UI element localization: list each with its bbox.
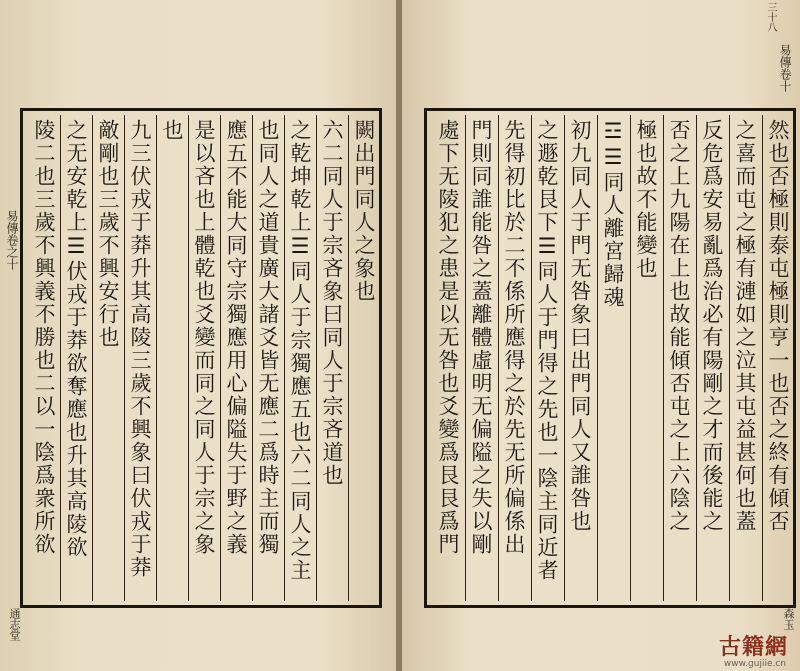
text-column: ☲☰同人離宮歸魂 [597,115,628,601]
text-column: 反危爲安易亂爲治必有陽剛之才而後能之 [696,115,727,601]
text-column: 處下无陵犯之患是以无咎也爻變爲艮艮爲門 [436,119,460,556]
text-column: 先得初比於二不係所應得之於先无所偏係出 [498,115,529,601]
text-column: 應五不能大同守宗獨應用心偏隘失于野之義 [220,115,251,601]
left-footer: 通志堂 [8,608,21,641]
text-column: 九三伏戎于莽升其高陵三歲不興象曰伏戎于莽 [124,115,155,601]
left-page [0,0,398,671]
watermark-logo: 古籍網 [718,634,788,660]
right-page [402,0,800,671]
text-column: 之无安乾上☰伏戎于莽欲奪應也升其高陵欲 [60,115,91,601]
text-column: 然也否極則泰屯極則亨一也否之終有傾否 [762,115,793,601]
text-column: 之喜而屯之極有漣如之泣其屯益甚何也蓋 [729,115,760,601]
text-column: 是以吝也上體乾也爻變而同之同人于宗之象 [188,115,219,601]
text-column: 也同人之道貴廣大諸爻皆无應二爲時主而獨 [252,115,283,601]
text-column: 六二同人于宗吝象曰同人于宗吝道也 [316,115,347,601]
text-column: 極也故不能變也 [630,115,661,601]
left-text-frame [20,108,382,608]
folio-bottom: 森玉 [782,608,795,630]
right-text-frame [424,108,796,608]
text-column: 也 [156,115,187,601]
text-column: 之乾坤乾上☰同人于宗獨應五也六二同人之主 [284,115,315,601]
text-column: 敵剛也三歲不興安行也 [92,115,123,601]
watermark-url: www.gujiie.cn [723,659,786,669]
text-column: 之遯乾艮下☰同人于門得之先也一陰主同近者 [531,115,562,601]
text-column: 初九同人于門无咎象曰出門同人又誰咎也 [564,115,595,601]
text-column: 否之上九陽在上也故能傾否屯之上六陰之 [663,115,694,601]
left-side-header: 易傳卷之十 [5,210,19,270]
text-column: 陵二也三歲不興義不勝也二以一陰爲衆所欲 [32,119,56,556]
right-side-header: 易傳卷十 [778,44,792,92]
text-column: 闕出門同人之象也 [348,115,379,601]
text-column: 門則同誰能咎之蓋離體虛明无偏隘之失以剛 [465,115,496,601]
folio-top: 三十八 [765,2,776,32]
